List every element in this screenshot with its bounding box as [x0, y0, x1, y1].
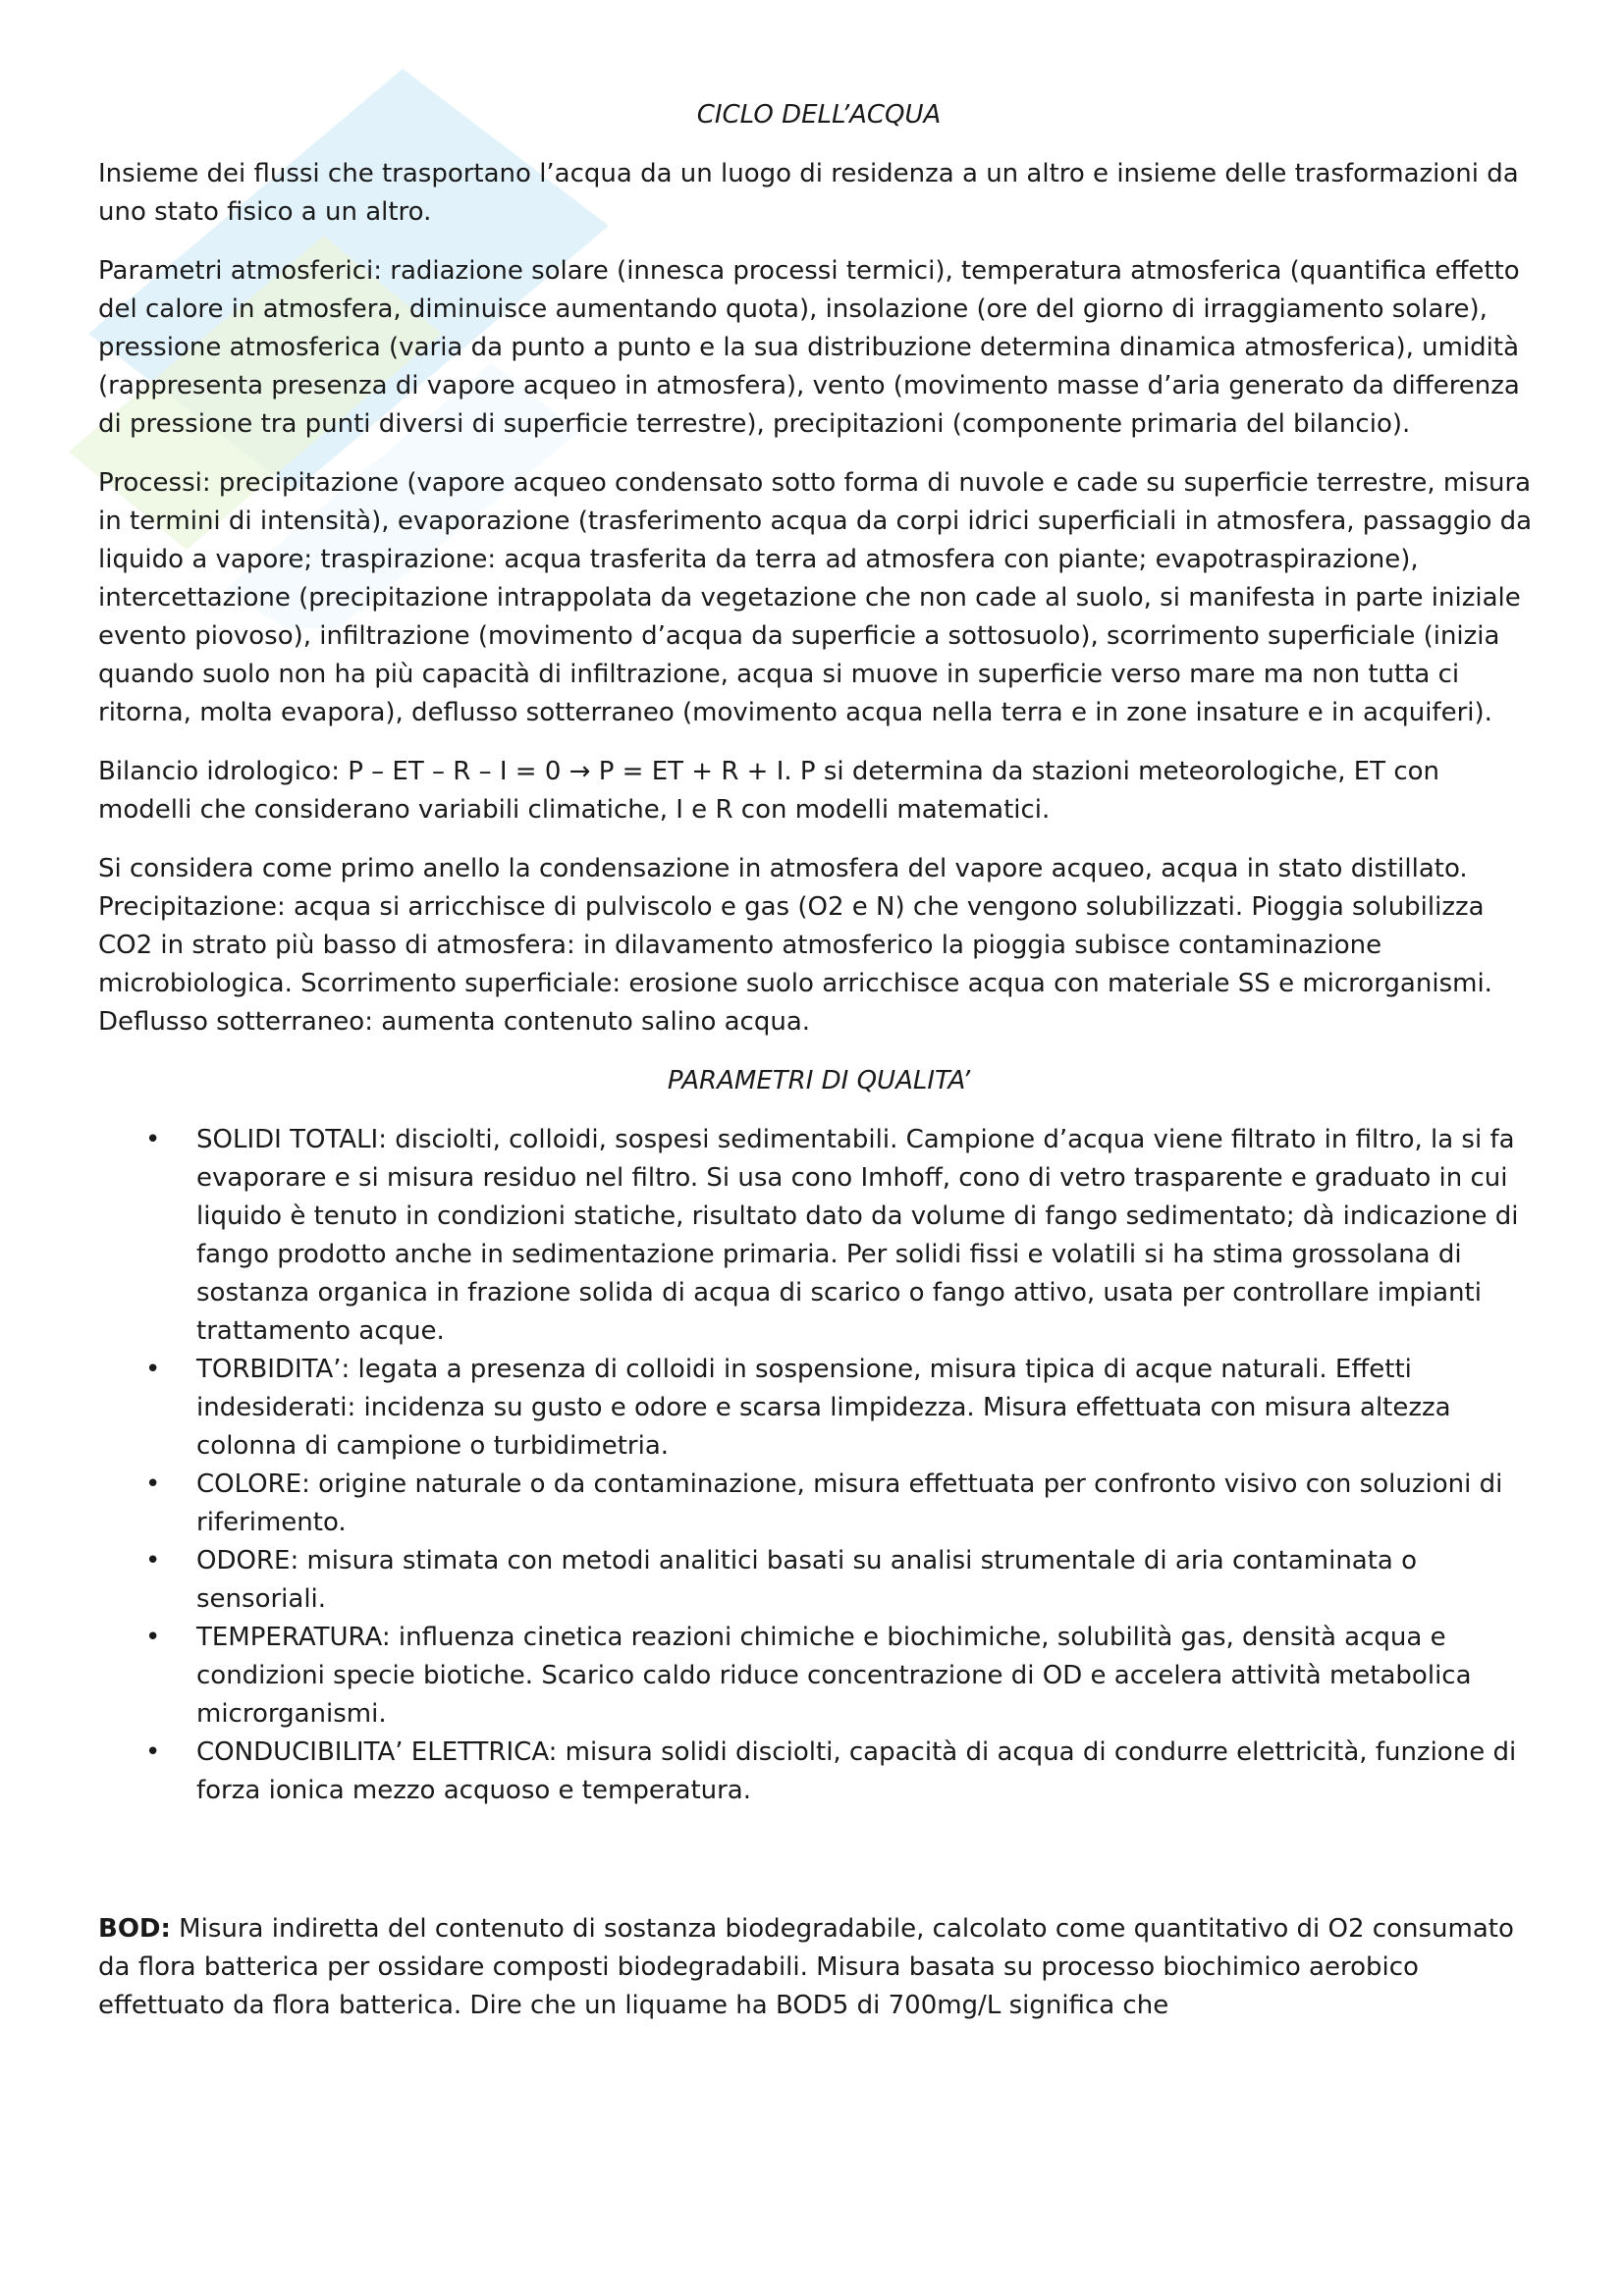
bullet-icon: • [145, 1546, 161, 1575]
list-item-text: TORBIDITA’: legata a presenza di colloidi in sospensione, misura tipica di acque naturali. Effetti indesiderati: incidenza su gusto e odore e scarsa limpidezza. Misura effettuata con misura altezza colonna di campione o turbidimetria. [196, 1355, 1451, 1461]
list-item-text: CONDUCIBILITA’ ELETTRICA: misura solidi disciolti, capacità di acqua di condurre elettricità, funzione di forza ionica mezzo acquoso e temperatura. [196, 1737, 1517, 1805]
bod-label: BOD: [98, 1914, 171, 1944]
document-page [98, 96, 1540, 2046]
bullet-icon: • [145, 1623, 161, 1652]
list-item [98, 1351, 1540, 1466]
list-item-text: TEMPERATURA: influenza cinetica reazioni chimiche e biochimiche, solubilità gas, densità acqua e condizioni specie biotiche. Scarico caldo riduce concentrazione di OD e accelera attività metabolica microrganismi. [196, 1623, 1472, 1729]
list-item-text: ODORE: misura stimata con metodi analitici basati su analisi strumentale di aria contaminata o sensoriali. [196, 1546, 1418, 1614]
bullet-icon: • [145, 1125, 161, 1154]
list-item [98, 1466, 1540, 1542]
quality-parameters-list [98, 1121, 1540, 1810]
paragraph-hydrologic-balance: Bilancio idrologico: P – ET – R – I = 0 → P = ET + R + I. P si determina da stazioni meteorologiche, ET con modelli che considerano variabili climatiche, I e R con modelli matematici. [98, 757, 1440, 825]
bod-text: Misura indiretta del contenuto di sostanza biodegradabile, calcolato come quantitativo di O2 consumato da flora batterica per ossidare composti biodegradabili. Misura basata su processo biochimico aerobico effettuato da flora batterica. Dire che un liquame ha BOD5 di 700mg/L significa che [98, 1914, 1514, 2020]
list-item [98, 1121, 1540, 1351]
bullet-icon: • [145, 1469, 161, 1499]
bullet-icon: • [145, 1355, 161, 1384]
list-item [98, 1542, 1540, 1619]
paragraph-definition: Insieme dei flussi che trasportano l’acqua da un luogo di residenza a un altro e insieme delle trasformazioni da uno stato fisico a un altro. [98, 159, 1519, 227]
bullet-icon: • [145, 1737, 161, 1767]
paragraph-processes: Processi: precipitazione (vapore acqueo condensato sotto forma di nuvole e cade su superficie terrestre, misura in termini di intensità), evaporazione (trasferimento acqua da corpi idrici superficiali in atmosfera, passaggio da liquido a vapore; traspirazione: acqua trasferita da terra ad atmosfera con piante; evapotraspirazione), intercettazione (precipitazione intrappolata da vegetazione che non cade al suolo, si manifesta in parte iniziale evento piovoso), infiltrazione (movimento d’acqua da superficie a sottosuolo), scorrimento superficiale (inizia quando suolo non ha più capacità di infiltrazione, acqua si muove in superficie verso mare ma non tutta ci ritorna, molta evapora), deflusso sotterraneo (movimento acqua nella terra e in zone insature e in acquiferi). [98, 468, 1533, 727]
list-item [98, 1734, 1540, 1810]
paragraph-bod [98, 1910, 1540, 2025]
list-item-text: COLORE: origine naturale o da contaminazione, misura effettuata per confronto visivo con soluzioni di riferimento. [196, 1469, 1503, 1537]
paragraph-atmospheric-parameters: Parametri atmosferici: radiazione solare (innesca processi termici), temperatura atmosferica (quantifica effetto del calore in atmosfera, diminuisce aumentando quota), insolazione (ore del giorno di irraggiamento solare), pressione atmosferica (varia da punto a punto e la sua distribuzione determina dinamica atmosferica), umidità (rappresenta presenza di vapore acqueo in atmosfera), vento (movimento masse d’aria generato da differenza di pressione tra punti diversi di superficie terrestre), precipitazioni (componente primaria del bilancio). [98, 256, 1520, 439]
paragraph-condensation: Si considera come primo anello la condensazione in atmosfera del vapore acqueo, acqua in stato distillato. Precipitazione: acqua si arricchisce di pulviscolo e gas (O2 e N) che vengono solubilizzati. Pioggia solubilizza CO2 in strato più basso di atmosfera: in dilavamento atmosferico la pioggia subisce contaminazione microbiologica. Scorrimento superficiale: erosione suolo arricchisce acqua con materiale SS e microrganismi. Deflusso sotterraneo: aumenta contenuto salino acqua. [98, 854, 1492, 1037]
section-subtitle: PARAMETRI DI QUALITA’ [667, 1066, 971, 1095]
list-item [98, 1619, 1540, 1734]
list-item-text: SOLIDI TOTALI: disciolti, colloidi, sospesi sedimentabili. Campione d’acqua viene filtrato in filtro, la si fa evaporare e si misura residuo nel filtro. Si usa cono Imhoff, cono di vetro trasparente e graduato in cui liquido è tenuto in condizioni statiche, risultato dato da volume di fango sedimentato; dà indicazione di fango prodotto anche in sedimentazione primaria. Per solidi fissi e volatili si ha stima grossolana di sostanza organica in frazione solida di acqua di scarico o fango attivo, usata per controllare impianti trattamento acque. [196, 1125, 1519, 1346]
document-title: CICLO DELL’ACQUA [696, 100, 942, 130]
